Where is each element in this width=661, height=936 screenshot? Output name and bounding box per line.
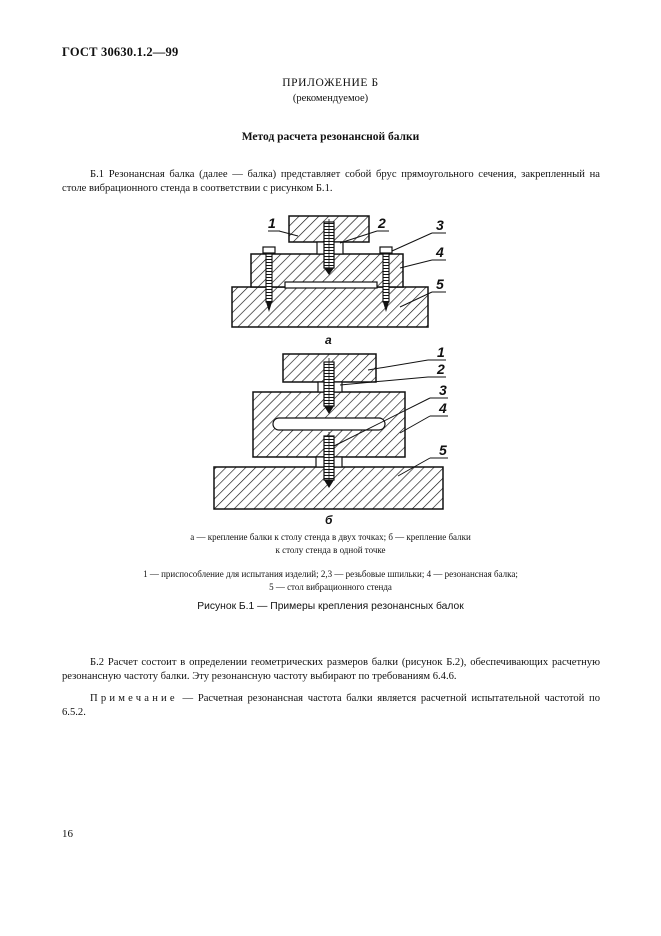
label-b: б xyxy=(325,513,333,527)
callout-b-3: 3 xyxy=(439,382,447,398)
callout-b-4: 4 xyxy=(439,400,447,416)
figure-a xyxy=(232,216,446,327)
figure-b xyxy=(214,354,448,509)
note-paragraph xyxy=(62,692,600,719)
callout-a-1: 1 xyxy=(268,215,276,231)
paragraph-b2: Б.2 Расчет состоит в определении геометрических размеров балки (рисунок Б.2), обеспечивающих расчетную резонансную частоту балки. Эту резонансную частоту выбирают по требованиям 6.4.6. xyxy=(62,657,600,682)
label-a: а xyxy=(325,333,332,347)
right-stud-a xyxy=(383,254,389,302)
page-number: 16 xyxy=(62,828,73,840)
vibration-table-a xyxy=(232,287,428,327)
note-text: — Расчетная резонансная частота балки является расчетной испытательной частотой по 6.5.2. xyxy=(62,693,600,718)
figure-caption-line2: к столу стенда в одной точке xyxy=(275,545,386,555)
document-header: ГОСТ 30630.1.2—99 xyxy=(62,45,179,59)
left-stud-a xyxy=(266,254,272,302)
appendix-note: (рекомендуемое) xyxy=(292,93,369,104)
appendix-title: ПРИЛОЖЕНИЕ Б xyxy=(282,77,379,89)
paragraph-b1: Б.1 Резонансная балка (далее — балка) представляет собой брус прямоугольного сечения, закрепленный на столе вибрационного стенда в соответствии с рисунком Б.1. xyxy=(62,169,600,194)
callout-a-5: 5 xyxy=(436,276,444,292)
callout-a-2: 2 xyxy=(378,215,386,231)
figure-caption-line1: а — крепление балки к столу стенда в двух точках; б — крепление балки xyxy=(190,532,471,542)
callout-b-2: 2 xyxy=(437,361,445,377)
callout-b-1: 1 xyxy=(437,344,445,360)
callout-a-3: 3 xyxy=(436,217,444,233)
callout-a-4: 4 xyxy=(436,244,444,260)
section-title: Метод расчета резонансной балки xyxy=(241,131,420,143)
callout-b-5: 5 xyxy=(439,442,447,458)
note-label: Примечание xyxy=(90,693,178,704)
figure-legend-line1: 1 — приспособление для испытания изделий; 2,3 — резьбовые шпильки; 4 — резонансная балка; xyxy=(143,569,518,579)
figure-title: Рисунок Б.1 — Примеры крепления резонансных балок xyxy=(197,601,464,612)
figure-legend-line2: 5 — стол вибрационного стенда xyxy=(269,582,392,592)
